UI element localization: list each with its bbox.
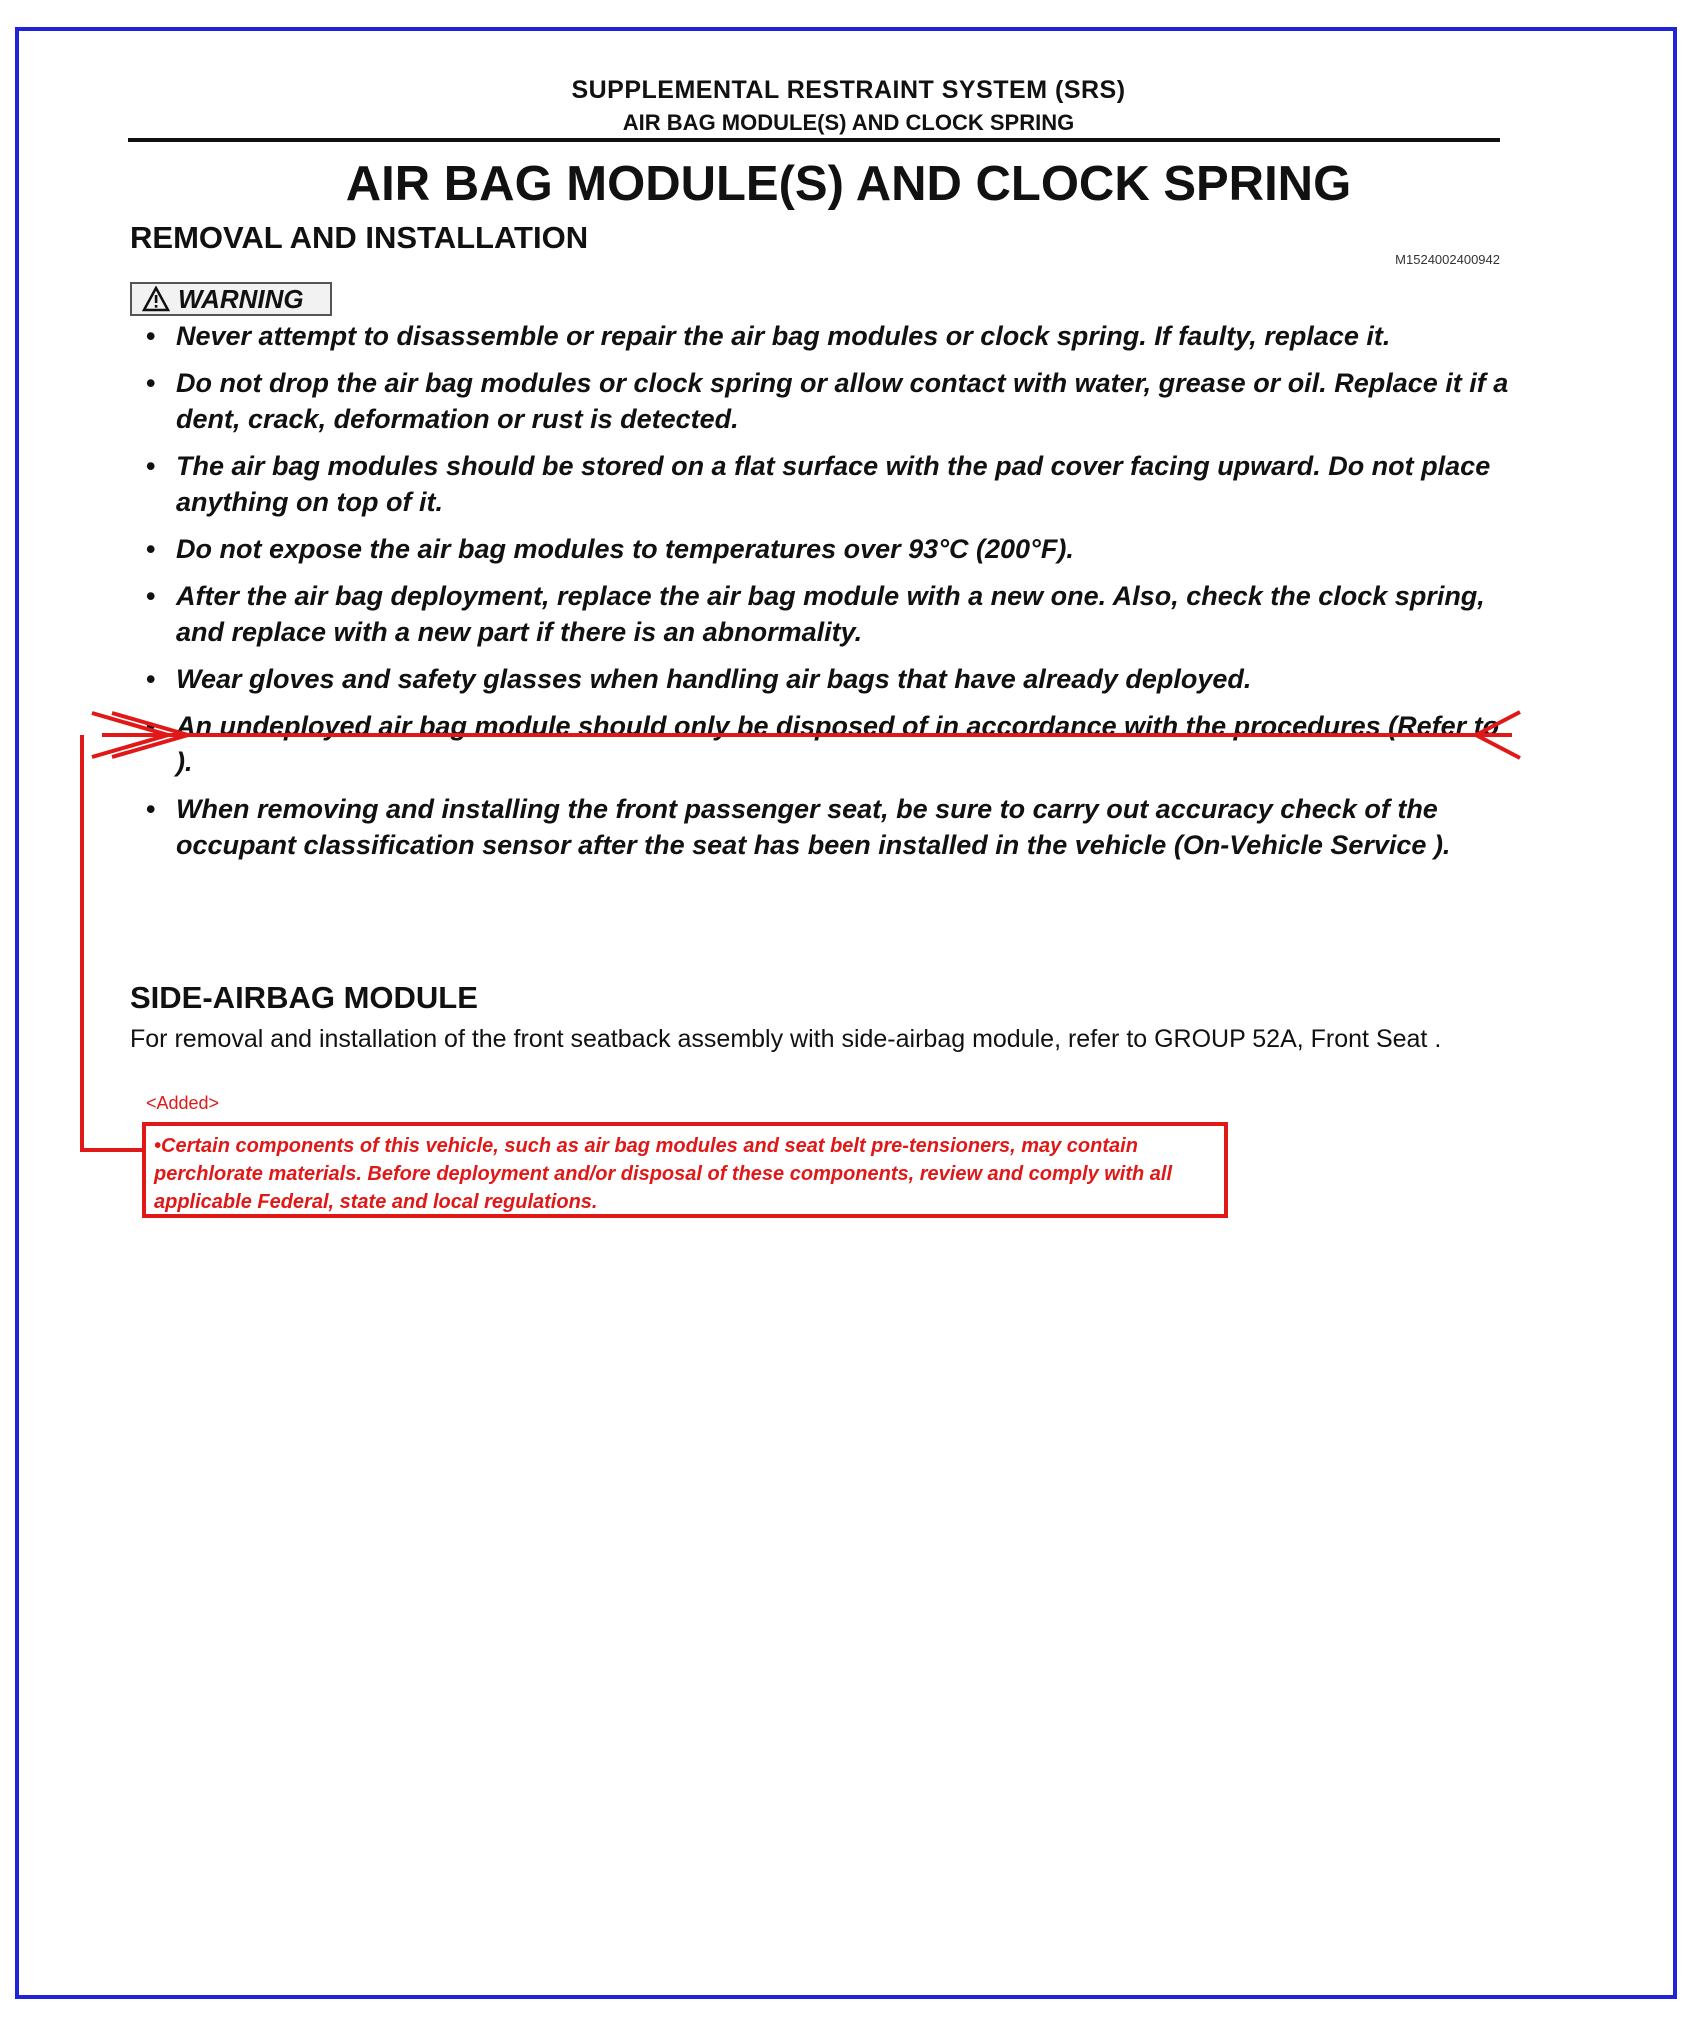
list-item bbox=[142, 365, 1512, 437]
list-item bbox=[142, 791, 1512, 863]
bullet-icon: • bbox=[146, 664, 156, 694]
bullet-icon: • bbox=[146, 794, 156, 824]
warning-item-text: After the air bag deployment, replace the air bag module with a new one. Also, check the clock spring, and replace with a new part if there is an abnormality. bbox=[176, 581, 1485, 647]
warning-item-text: Wear gloves and safety glasses when handling air bags that have already deployed. bbox=[176, 664, 1252, 694]
bullet-icon: • bbox=[146, 368, 156, 398]
header-subsection: AIR BAG MODULE(S) AND CLOCK SPRING bbox=[622, 110, 1075, 135]
warning-list bbox=[142, 318, 1512, 874]
warning-item-text: Never attempt to disassemble or repair the air bag modules or clock spring. If faulty, replace it. bbox=[176, 321, 1391, 351]
warning-item-text: Do not drop the air bag modules or clock spring or allow contact with water, grease or oil. Replace it if a dent, crack, deformation or rust is detected. bbox=[176, 368, 1509, 434]
warning-item-text: The air bag modules should be stored on a flat surface with the pad cover facing upward. Do not place anything on top of it. bbox=[176, 451, 1491, 517]
bullet-icon: • bbox=[146, 534, 156, 564]
list-item bbox=[142, 661, 1512, 697]
bullet-icon: • bbox=[146, 581, 156, 611]
added-label: <Added> bbox=[146, 1093, 220, 1113]
removal-heading: REMOVAL AND INSTALLATION bbox=[130, 220, 589, 255]
warning-item-text: Do not expose the air bag modules to temperatures over 93°C (200°F). bbox=[176, 534, 1074, 564]
list-item bbox=[142, 318, 1512, 354]
header-section: SUPPLEMENTAL RESTRAINT SYSTEM (SRS) bbox=[571, 76, 1126, 104]
added-annotation-text: •Certain components of this vehicle, such as air bag modules and seat belt pre-tensioners, may contain perchlorate materials. Before deployment and/or disposal of these components, review and comply with all applicable Federal, state and local regulations. bbox=[154, 1135, 1173, 1213]
bullet-icon: • bbox=[146, 451, 156, 481]
list-item bbox=[142, 448, 1512, 520]
bullet-icon: • bbox=[146, 711, 156, 741]
document-code: M1524002400942 bbox=[1395, 252, 1500, 267]
warning-item-text: When removing and installing the front passenger seat, be sure to carry out accuracy check of the occupant classification sensor after the seat has been installed in the vehicle (On-Vehicle Service ). bbox=[176, 794, 1451, 860]
warning-label: WARNING bbox=[178, 283, 304, 314]
header-divider bbox=[128, 138, 1500, 142]
warning-item-text: An undeployed air bag module should only be disposed of in accordance with the procedures (Refer to ). bbox=[176, 711, 1500, 777]
list-item bbox=[142, 531, 1512, 567]
warning-triangle-icon bbox=[142, 286, 170, 312]
bullet-icon: • bbox=[146, 321, 156, 351]
list-item bbox=[142, 578, 1512, 650]
list-item bbox=[142, 708, 1512, 780]
added-annotation-box bbox=[142, 1122, 1228, 1218]
page-title: AIR BAG MODULE(S) AND CLOCK SPRING bbox=[345, 157, 1352, 211]
side-airbag-body: For removal and installation of the front seatback assembly with side-airbag module, refer to GROUP 52A, Front Seat . bbox=[130, 1025, 1442, 1053]
side-airbag-heading: SIDE-AIRBAG MODULE bbox=[130, 980, 478, 1015]
warning-badge bbox=[130, 282, 332, 316]
